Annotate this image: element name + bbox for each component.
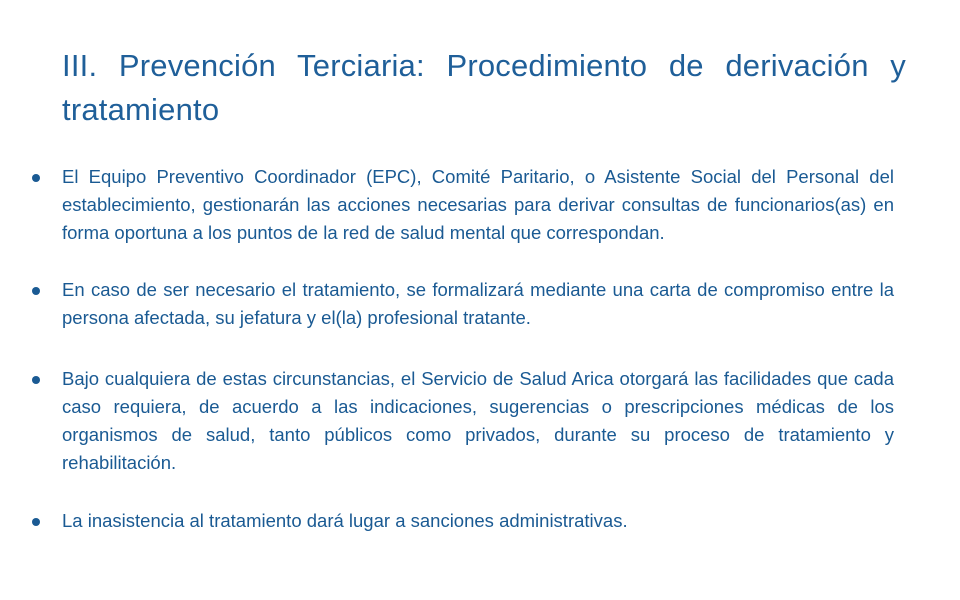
bullet-dot-icon	[32, 287, 40, 295]
bullet-item	[32, 163, 894, 247]
bullet-item	[32, 507, 894, 535]
bullet-text: La inasistencia al tratamiento dará lugar a sanciones administrativas.	[62, 510, 628, 531]
bullet-dot-icon	[32, 518, 40, 526]
bullet-list	[32, 163, 894, 564]
bullet-dot-icon	[32, 376, 40, 384]
bullet-dot-icon	[32, 174, 40, 182]
slide-title: III. Prevención Terciaria: Procedimiento de derivación y tratamiento	[62, 48, 906, 127]
bullet-item	[32, 365, 894, 477]
bullet-item	[32, 276, 894, 332]
bullet-text: En caso de ser necesario el tratamiento, se formalizará mediante una carta de compromiso entre la persona afectada, su jefatura y el(la) profesional tratante.	[62, 279, 894, 328]
bullet-text: Bajo cualquiera de estas circunstancias, el Servicio de Salud Arica otorgará las facilidades que cada caso requiera, de acuerdo a las indicaciones, sugerencias o prescripciones médicas de los organismos de salud, tanto públicos como privados, durante su proceso de tratamiento y rehabilitación.	[62, 368, 894, 473]
bullet-text: El Equipo Preventivo Coordinador (EPC), Comité Paritario, o Asistente Social del Personal del establecimiento, gestionarán las acciones necesarias para derivar consultas de funcionarios(as) en forma oportuna a los puntos de la red de salud mental que correspondan.	[62, 166, 894, 243]
